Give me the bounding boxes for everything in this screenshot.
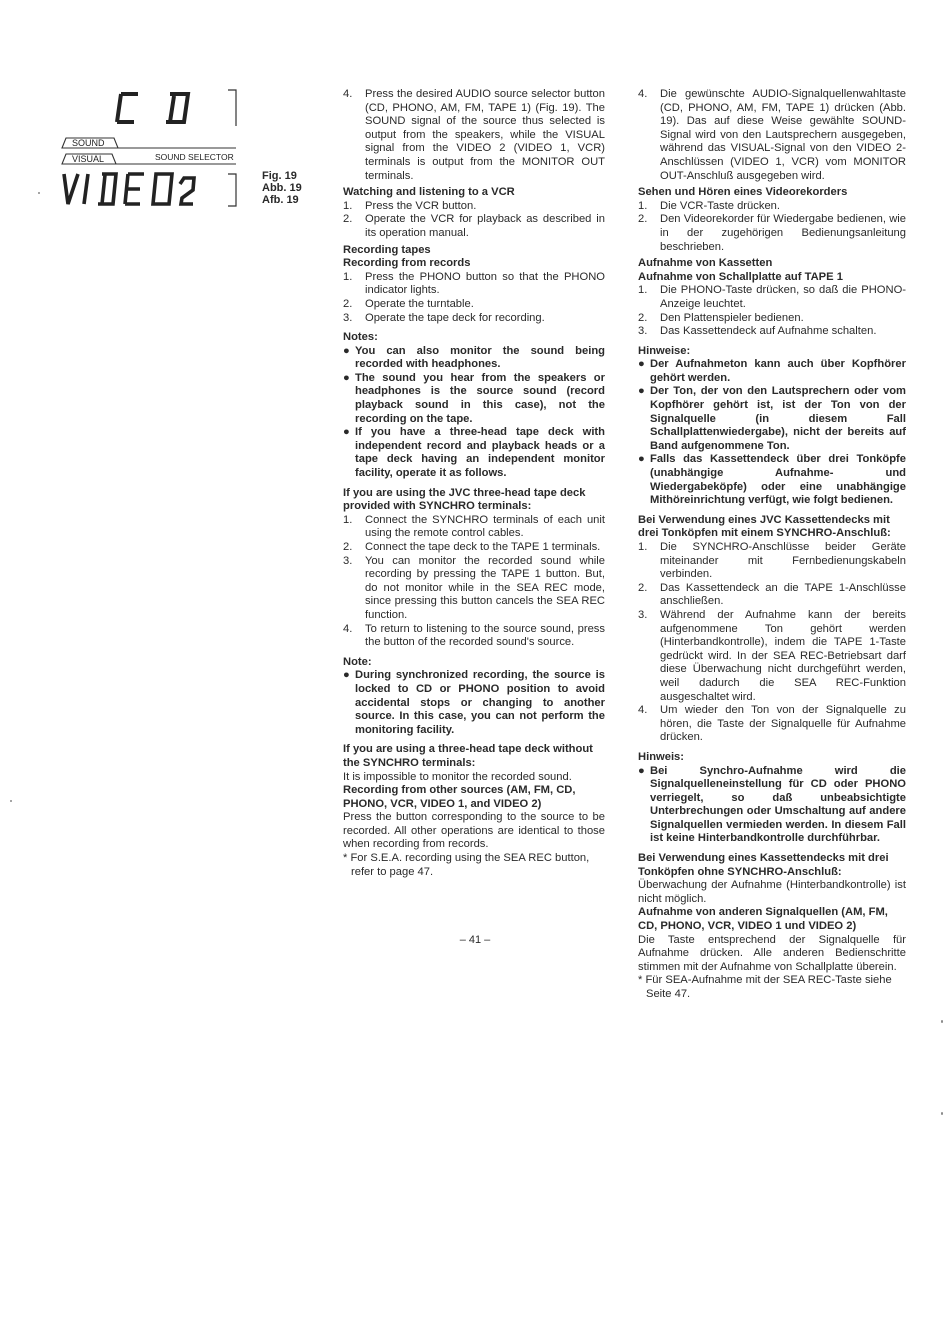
step-text: Operate the turntable. — [365, 297, 474, 310]
step-text: Den Videorekorder für Wiedergabe bedienen, wie in der zugehörigen Bedienungsanleitung beschrieben. — [660, 213, 906, 253]
step-number: 2. — [343, 541, 353, 553]
figure-caption — [262, 170, 302, 206]
note-bullet: ● Der Aufnahmeton kann auch über Kopfhörer gehört werden. — [638, 358, 906, 384]
scan-speck — [38, 192, 40, 194]
scan-speck — [941, 1020, 943, 1023]
step-number: 2. — [343, 297, 353, 310]
rec-step — [638, 312, 906, 326]
rec-step — [343, 298, 605, 312]
note-bullet: ● During synchronized recording, the source is locked to CD or PHONO position to avoid accidental stops or changing to another source. In this case, you can not perform the monitoring facility. — [343, 669, 605, 736]
step-number: 3. — [638, 325, 648, 338]
step-4 — [638, 88, 906, 183]
step-text: Um wieder den Ton von der Signalquelle zu hören, die Taste der Signalquelle für Aufnahme drücken. — [660, 704, 906, 744]
step-text: Die VCR-Taste drücken. — [660, 199, 780, 212]
sound-label: SOUND — [72, 138, 105, 148]
notes-heading: Notes: — [343, 331, 378, 344]
note-text: Bei Synchro-Aufnahme wird die Signalquelleneinstellung für CD oder PHONO verriegelt, so daß unbeabsichtigte Unterbrechungen oder Umschaltung auf andere Signalquellen vermieden werden. In diesem Fall ist keine Hinterbandkontrolle durchführbar. — [650, 764, 906, 845]
step-number: 1. — [343, 199, 353, 212]
step-text: Die gewünschte AUDIO-Signalquellenwahltaste (CD, PHONO, AM, FM, TAPE 1) drücken (Abb. 19). Das auf diese Weise gewählte SOUND-Signal wird von den Lautsprechern ausgegeben, während das VISUAL-Signal von den VIDEO 2-Anschlüssen (VIDEO 1, VCR) vom MONITOR OUT-Anschluß ausgegeben wird. — [660, 88, 906, 182]
step-text: Das Kassettendeck an die TAPE 1-Anschlüsse anschließen. — [660, 581, 906, 608]
note-text: Falls das Kassettendeck über drei Tonköpfe (unabhängige Aufnahme- und Wiedergabeköpfe) oder eine unabhängige Mithöreinrichtung verfügt, wie folgt bedienen. — [650, 453, 906, 507]
footnote: * Für SEA-Aufnahme mit der SEA REC-Taste siehe Seite 47. — [638, 974, 892, 1000]
step-number: 1. — [638, 199, 648, 212]
step-text: Die PHONO-Taste drücken, so daß die PHONO-Anzeige leuchtet. — [660, 284, 906, 310]
synchro-step — [638, 582, 906, 609]
no-synchro-text: It is impossible to monitor the recorded sound. — [343, 770, 572, 783]
note-text: You can also monitor the sound being recorded with headphones. — [355, 344, 605, 371]
step-number: 2. — [638, 581, 648, 594]
other-sources-heading: Aufnahme von anderen Signalquellen (AM, FM, CD, PHONO, VCR, VIDEO 1 und VIDEO 2) — [638, 906, 888, 933]
step-number: 1. — [638, 541, 648, 553]
step-number: 1. — [343, 513, 353, 526]
scan-speck — [941, 1112, 943, 1115]
step-number: 1. — [638, 284, 648, 297]
note-bullet: ● Der Ton, der von den Lautsprechern oder vom Kopfhörer gehört ist, ist der Ton von der Signalquelle (in diesem Fall Schallplattenwiedergabe), nicht der bereits auf Band aufgenommene Ton. — [638, 385, 906, 452]
english-column — [343, 88, 605, 879]
step-text: Connect the tape deck to the TAPE 1 terminals. — [365, 541, 601, 553]
note-heading: Note: — [343, 655, 372, 668]
vcr-step — [343, 213, 605, 240]
note-text: During synchronized recording, the source is locked to CD or PHONO position to avoid accidental stops or changing to another source. In this case, you can not perform the monitoring facility. — [355, 669, 605, 736]
step-number: 4. — [343, 622, 353, 635]
step-number: 4. — [638, 88, 648, 100]
synchro-step — [343, 514, 605, 541]
step-number: 2. — [638, 213, 648, 226]
recording-tapes-heading: Recording tapes — [343, 243, 431, 256]
synchro-heading: Bei Verwendung eines JVC Kassettendecks mit drei Tonköpfen mit einem SYNCHRO-Anschluß: — [638, 513, 891, 540]
step-text: Das Kassettendeck auf Aufnahme schalten. — [660, 325, 877, 338]
step-text: Operate the tape deck for recording. — [365, 311, 545, 324]
no-synchro-text: Überwachung der Aufnahme (Hinterbandkontrolle) ist nicht möglich. — [638, 879, 906, 905]
rec-step — [638, 284, 906, 311]
no-synchro-heading: Bei Verwendung eines Kassettendecks mit drei Tonköpfen ohne SYNCHRO-Anschluß: — [638, 852, 889, 878]
front-panel-display-figure — [58, 82, 248, 212]
vcr-heading: Sehen und Hören eines Videorekorders — [638, 186, 848, 199]
synchro-step — [343, 555, 605, 623]
step-text: Press the desired AUDIO source selector button (CD, PHONO, AM, FM, TAPE 1) (Fig. 19). The SOUND signal of the source thus selected is output from the speakers, while the VISUAL signal from the VIDEO 2 (VIDEO 1, VCR) terminals is output from the MONITOR OUT terminals. — [365, 88, 605, 182]
synchro-step — [343, 623, 605, 650]
recording-tapes-heading: Aufnahme von Kassetten — [638, 257, 773, 270]
recording-records-heading: Recording from records — [343, 257, 471, 270]
footnote: * For S.E.A. recording using the SEA REC button, refer to page 47. — [343, 852, 590, 878]
sound-selector-label: SOUND SELECTOR — [155, 152, 234, 162]
page-number: – 41 – — [459, 934, 491, 946]
note-bullet: ● Falls das Kassettendeck über drei Tonköpfe (unabhängige Aufnahme- und Wiedergabeköpfe) oder eine unabhängige Mithöreinrichtung verfügt, wie folgt bedienen. — [638, 453, 906, 507]
scan-speck — [10, 800, 12, 802]
step-text: You can monitor the recorded sound while recording by pressing the TAPE 1 button. But, do not monitor while in the SEA REC mode, since pressing this button cancels the SEA REC function. — [365, 554, 605, 621]
step-text: Operate the VCR for playback as described in its operation manual. — [365, 213, 605, 239]
note-bullet: ● Bei Synchro-Aufnahme wird die Signalquelleneinstellung für CD oder PHONO verriegelt, so daß unbeabsichtigte Unterbrechungen oder Umschaltung auf andere Signalquellen vermieden werden. In diesem Fall ist keine Hinterbandkontrolle durchführbar. — [638, 764, 906, 845]
step-text: Press the PHONO button so that the PHONO indicator lights. — [365, 270, 605, 297]
rec-step — [638, 325, 906, 339]
no-synchro-heading: If you are using a three-head tape deck without the SYNCHRO terminals: — [343, 743, 593, 769]
fig-caption-nl: Afb. 19 — [262, 194, 299, 206]
recording-records-heading: Aufnahme von Schallplatte auf TAPE 1 — [638, 270, 843, 283]
fig-caption-en: Fig. 19 — [262, 170, 297, 182]
german-column — [638, 88, 906, 1002]
note-bullet: ● If you have a three-head tape deck with independent record and playback heads or a tape deck having an independent monitor facility, operate it as follows. — [343, 426, 605, 480]
vcr-heading: Watching and listening to a VCR — [343, 186, 515, 199]
synchro-step — [638, 704, 906, 745]
step-number: 3. — [343, 311, 353, 324]
step-number: 3. — [638, 608, 648, 621]
step-text: Press the VCR button. — [365, 199, 477, 212]
fig-caption-de: Abb. 19 — [262, 182, 302, 194]
vcr-step — [638, 213, 906, 254]
other-sources-text: Press the button corresponding to the source to be recorded. All other operations are identical to those when recording from records. — [343, 811, 605, 851]
synchro-step — [638, 609, 906, 704]
step-number: 1. — [343, 270, 353, 283]
rec-step — [343, 312, 605, 326]
step-text: Connect the SYNCHRO terminals of each unit using the remote control cables. — [365, 513, 605, 540]
step-number: 2. — [343, 213, 353, 226]
synchro-step — [343, 541, 605, 555]
note-heading: Hinweis: — [638, 750, 685, 763]
note-text: If you have a three-head tape deck with independent record and playback heads or a tape deck having an independent monitor facility, operate it as follows. — [355, 426, 605, 480]
synchro-step — [638, 541, 906, 582]
note-text: Der Aufnahmeton kann auch über Kopfhörer gehört werden. — [650, 358, 906, 384]
notes-heading: Hinweise: — [638, 344, 691, 357]
step-number: 4. — [638, 704, 648, 717]
other-sources-heading: Recording from other sources (AM, FM, CD, PHONO, VCR, VIDEO 1, and VIDEO 2) — [343, 784, 576, 810]
step-number: 2. — [638, 311, 648, 324]
note-text: The sound you hear from the speakers or headphones is the source sound (record playback sound in this case), not the recording on the tape. — [355, 371, 605, 425]
visual-label: VISUAL — [72, 154, 105, 164]
other-sources-text: Die Taste entsprechend der Signalquelle für Aufnahme drücken. Alle anderen Bedienschritte stimmen mit der Aufnahme von Schallplatte überein. — [638, 933, 906, 973]
step-text: Die SYNCHRO-Anschlüsse beider Geräte miteinander mit Fernbedienungskabeln verbinden. — [660, 541, 906, 581]
note-bullet: ● You can also monitor the sound being recorded with headphones. — [343, 344, 605, 371]
note-bullet: ● The sound you hear from the speakers or headphones is the source sound (record playback sound in this case), not the recording on the tape. — [343, 371, 605, 425]
vcr-step — [343, 200, 605, 214]
rec-step — [343, 271, 605, 298]
vcr-step — [638, 200, 906, 214]
step-text: Während der Aufnahme kann der bereits aufgenommene Ton gehört werden (Hinterbandkontrolle), indem die TAPE 1-Taste gedrückt wird. In der SEA REC-Betriebsart darf diese Überwachung nicht durchgeführt werden, weil dadurch die SEA REC-Funktion ausgeschaltet wird. — [660, 608, 906, 703]
note-text: Der Ton, der von den Lautsprechern oder vom Kopfhörer gehört ist, ist der Ton von der Signalquelle (in diesem Fall Schallplattenwiedergabe), nicht der bereits auf Band aufgenommene Ton. — [650, 385, 906, 452]
step-4 — [343, 88, 605, 183]
step-number: 3. — [343, 554, 353, 567]
step-text: To return to listening to the source sound, press the button of the recorded sound's source. — [365, 622, 605, 649]
step-text: Den Plattenspieler bedienen. — [660, 311, 804, 324]
step-number: 4. — [343, 88, 353, 100]
synchro-heading: If you are using the JVC three-head tape deck provided with SYNCHRO terminals: — [343, 486, 586, 513]
